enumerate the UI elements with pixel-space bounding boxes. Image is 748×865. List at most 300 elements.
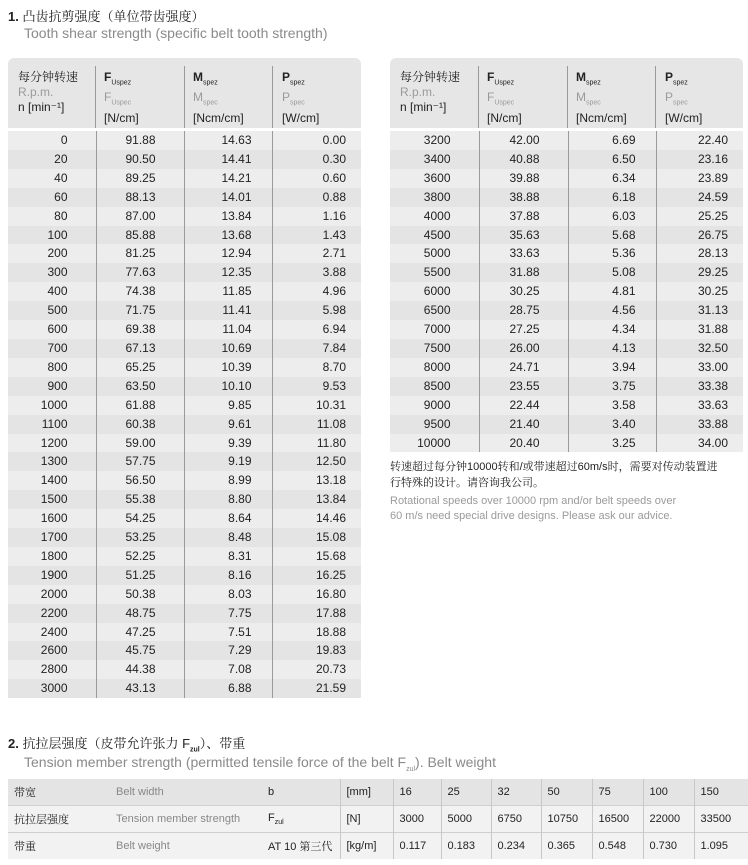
torque-cell: 7.29: [184, 641, 272, 660]
torque-cell: 13.84: [184, 207, 272, 226]
rpm-cell: 1900: [8, 566, 96, 585]
force-cell: 53.25: [96, 528, 184, 547]
rpm-cell: 300: [8, 263, 96, 282]
rpm-cell: 1800: [8, 547, 96, 566]
force-cell: 31.88: [479, 263, 568, 282]
torque-cell: 14.41: [184, 150, 272, 169]
torque-cell: 11.85: [184, 282, 272, 301]
force-cell: 55.38: [96, 490, 184, 509]
torque-cell: 6.88: [184, 679, 272, 698]
power-cell: 0.00: [272, 131, 361, 150]
torque-cell: 8.03: [184, 585, 272, 604]
force-symbol: F: [104, 70, 112, 84]
rpm-cell: 1400: [8, 471, 96, 490]
power-cell: 23.89: [656, 169, 743, 188]
force-cell: 39.88: [479, 169, 568, 188]
rpm-cell: 40: [8, 169, 96, 188]
table-row: [8, 547, 361, 566]
power-cell: 22.40: [656, 131, 743, 150]
header-divider: [95, 66, 96, 128]
rpm-cell: 100: [8, 226, 96, 245]
force-cell: 26.00: [479, 339, 568, 358]
force-cell: 22.44: [479, 396, 568, 415]
table-row: [8, 150, 361, 169]
table-row: [8, 244, 361, 263]
torque-cell: 14.63: [184, 131, 272, 150]
force-symbol: F: [487, 70, 495, 84]
power-cell: 11.08: [272, 415, 361, 434]
belt-value-cell: 33500: [694, 806, 748, 833]
torque-cell: 7.51: [184, 623, 272, 642]
rpm-cell: 2200: [8, 604, 96, 623]
belt-row-unit: [kg/m]: [340, 833, 393, 860]
force-cell: 61.88: [96, 396, 184, 415]
table-row: [390, 377, 743, 396]
left-table-header: [8, 58, 361, 128]
force-cell: 69.38: [96, 320, 184, 339]
table-row: [8, 131, 361, 150]
header-divider: [184, 66, 185, 128]
rpm-cell: 1000: [8, 396, 96, 415]
torque-cell: 13.68: [184, 226, 272, 245]
torque-cell: 8.99: [184, 471, 272, 490]
belt-table-row: [8, 806, 748, 833]
section-2-title-zh: 抗拉层强度（皮带允许张力 F: [22, 736, 191, 751]
power-cell: 19.83: [272, 641, 361, 660]
section-1-number: 1.: [8, 9, 19, 24]
table-row: [8, 660, 361, 679]
torque-unit: [Ncm/cm]: [193, 110, 244, 125]
belt-row-label-zh: 带重: [8, 833, 110, 860]
table-row: [8, 604, 361, 623]
power-cell: 7.84: [272, 339, 361, 358]
torque-cell: 11.41: [184, 301, 272, 320]
power-cell: 28.13: [656, 244, 743, 263]
power-cell: 33.63: [656, 396, 743, 415]
table-row: [390, 226, 743, 245]
belt-row-label-zh: 抗拉层强度: [8, 806, 110, 833]
table-row: [390, 244, 743, 263]
torque-cell: 11.04: [184, 320, 272, 339]
force-cell: 65.25: [96, 358, 184, 377]
force-cell: 90.50: [96, 150, 184, 169]
torque-cell: 4.34: [568, 320, 656, 339]
rpm-cell: 3600: [390, 169, 479, 188]
power-header: [282, 70, 362, 126]
force-cell: 60.38: [96, 415, 184, 434]
speed-note-zh: [390, 459, 742, 491]
speed-note-en: [390, 494, 742, 524]
belt-value-cell: 6750: [491, 806, 541, 833]
force-cell: 47.25: [96, 623, 184, 642]
torque-cell: 8.64: [184, 509, 272, 528]
belt-row-symbol: [262, 806, 340, 833]
belt-value-cell: 0.548: [592, 833, 643, 860]
rpm-cell: 3400: [390, 150, 479, 169]
torque-header: [193, 70, 273, 126]
right-table-header: [390, 58, 743, 128]
force-cell: 45.75: [96, 641, 184, 660]
belt-value-cell: 100: [643, 779, 694, 806]
belt-value-cell: 0.365: [541, 833, 592, 860]
power-cell: 3.88: [272, 263, 361, 282]
belt-value-cell: 0.730: [643, 833, 694, 860]
force-cell: 71.75: [96, 301, 184, 320]
rpm-header-zh: 每分钟转速: [18, 70, 79, 84]
force-cell: 23.55: [479, 377, 568, 396]
torque-cell: 3.58: [568, 396, 656, 415]
belt-strength-table: [8, 779, 748, 859]
rpm-cell: 1500: [8, 490, 96, 509]
table-row: [8, 301, 361, 320]
belt-value-cell: 32: [491, 779, 541, 806]
force-cell: 40.88: [479, 150, 568, 169]
section-2-title: [8, 733, 245, 754]
rpm-cell: 700: [8, 339, 96, 358]
power-symbol: P: [282, 70, 291, 84]
torque-cell: 7.08: [184, 660, 272, 679]
force-cell: 33.63: [479, 244, 568, 263]
force-unit: [N/cm]: [487, 110, 522, 125]
torque-cell: 4.56: [568, 301, 656, 320]
belt-value-cell: 150: [694, 779, 748, 806]
power-cell: 18.88: [272, 623, 361, 642]
rpm-header-unit: n [min⁻¹]: [18, 100, 65, 114]
rpm-cell: 10000: [390, 434, 479, 453]
table-row: [8, 434, 361, 453]
rpm-cell: 1300: [8, 452, 96, 471]
power-cell: 5.98: [272, 301, 361, 320]
header-divider: [478, 66, 479, 128]
power-cell: 20.73: [272, 660, 361, 679]
belt-row-label-en: Belt weight: [110, 833, 262, 860]
belt-row-symbol: [262, 779, 340, 806]
power-cell: 25.25: [656, 207, 743, 226]
torque-cell: 12.35: [184, 263, 272, 282]
force-cell: 44.38: [96, 660, 184, 679]
torque-cell: 10.10: [184, 377, 272, 396]
power-cell: 33.00: [656, 358, 743, 377]
torque-cell: 7.75: [184, 604, 272, 623]
section-2-title-sub: zul: [190, 746, 200, 754]
power-cell: 33.88: [656, 415, 743, 434]
torque-cell: 4.81: [568, 282, 656, 301]
rpm-cell: 3200: [390, 131, 479, 150]
rpm-cell: 200: [8, 244, 96, 263]
table-row: [390, 415, 743, 434]
power-cell: 0.30: [272, 150, 361, 169]
speed-note-zh-line: 转速超过每分钟10000转和/或带速超过60m/s时，需要对传动装置进: [390, 461, 718, 473]
belt-value-cell: 5000: [441, 806, 491, 833]
force-alt-sub: Uspec: [111, 99, 132, 107]
power-cell: 13.84: [272, 490, 361, 509]
table-row: [8, 282, 361, 301]
force-cell: 77.63: [96, 263, 184, 282]
table-row: [390, 131, 743, 150]
power-cell: 1.16: [272, 207, 361, 226]
table-row: [390, 169, 743, 188]
table-row: [8, 679, 361, 698]
table-row: [390, 320, 743, 339]
power-cell: 14.46: [272, 509, 361, 528]
table-row: [8, 188, 361, 207]
table-row: [8, 358, 361, 377]
power-cell: 1.43: [272, 226, 361, 245]
torque-symbol: M: [576, 70, 586, 84]
table-row: [390, 263, 743, 282]
rpm-cell: 80: [8, 207, 96, 226]
force-cell: 20.40: [479, 434, 568, 453]
torque-cell: 9.19: [184, 452, 272, 471]
rpm-cell: 3000: [8, 679, 96, 698]
torque-alt-symbol: M: [576, 90, 586, 105]
power-cell: 6.94: [272, 320, 361, 339]
table-row: [8, 169, 361, 188]
torque-header: [576, 70, 656, 126]
table-row: [390, 339, 743, 358]
force-cell: 50.38: [96, 585, 184, 604]
force-cell: 67.13: [96, 339, 184, 358]
table-row: [8, 207, 361, 226]
torque-cell: 8.31: [184, 547, 272, 566]
rpm-cell: 20: [8, 150, 96, 169]
table-row: [390, 150, 743, 169]
rpm-cell: 3800: [390, 188, 479, 207]
torque-cell: 5.08: [568, 263, 656, 282]
rpm-cell: 6500: [390, 301, 479, 320]
torque-cell: 9.39: [184, 434, 272, 453]
power-cell: 29.25: [656, 263, 743, 282]
torque-cell: 6.50: [568, 150, 656, 169]
force-cell: 43.13: [96, 679, 184, 698]
torque-symbol: M: [193, 70, 203, 84]
power-alt-symbol: P: [282, 90, 291, 105]
belt-table-row: [8, 833, 748, 860]
table-row: [8, 623, 361, 642]
rpm-cell: 500: [8, 301, 96, 320]
table-row: [390, 282, 743, 301]
power-cell: 4.96: [272, 282, 361, 301]
force-cell: 42.00: [479, 131, 568, 150]
torque-cell: 4.13: [568, 339, 656, 358]
table-row: [8, 528, 361, 547]
belt-value-cell: 22000: [643, 806, 694, 833]
section-2-title-zh-end: ）、带重: [199, 736, 246, 751]
table-row: [8, 377, 361, 396]
rpm-cell: 4500: [390, 226, 479, 245]
rpm-header: [18, 70, 98, 115]
table-row: [8, 490, 361, 509]
rpm-cell: 2000: [8, 585, 96, 604]
belt-value-cell: 25: [441, 779, 491, 806]
torque-cell: 9.85: [184, 396, 272, 415]
force-cell: 51.25: [96, 566, 184, 585]
torque-cell: 5.68: [568, 226, 656, 245]
table-row: [390, 301, 743, 320]
power-cell: 17.88: [272, 604, 361, 623]
power-symbol: P: [665, 70, 674, 84]
belt-value-cell: 16500: [592, 806, 643, 833]
header-divider: [272, 66, 273, 128]
torque-cell: 8.80: [184, 490, 272, 509]
force-cell: 91.88: [96, 131, 184, 150]
power-cell: 33.38: [656, 377, 743, 396]
force-cell: 48.75: [96, 604, 184, 623]
rpm-cell: 2600: [8, 641, 96, 660]
torque-cell: 3.25: [568, 434, 656, 453]
power-cell: 0.60: [272, 169, 361, 188]
rpm-cell: 1200: [8, 434, 96, 453]
power-unit: [W/cm]: [282, 110, 320, 125]
table-row: [8, 339, 361, 358]
force-cell: 27.25: [479, 320, 568, 339]
torque-cell: 10.39: [184, 358, 272, 377]
rpm-cell: 9500: [390, 415, 479, 434]
force-cell: 37.88: [479, 207, 568, 226]
table-row: [8, 415, 361, 434]
power-cell: 32.50: [656, 339, 743, 358]
speed-note-zh-line: 行特殊的设计。请咨询我公司。: [390, 477, 544, 489]
belt-row-symbol-text: b: [268, 786, 275, 798]
rpm-cell: 1100: [8, 415, 96, 434]
rpm-cell: 5000: [390, 244, 479, 263]
torque-symbol-sub: spez: [586, 79, 601, 87]
table-row: [8, 452, 361, 471]
force-cell: 87.00: [96, 207, 184, 226]
torque-cell: 9.61: [184, 415, 272, 434]
belt-row-symbol-text: AT 10 第三代: [268, 841, 333, 853]
torque-alt-sub: spec: [586, 99, 601, 107]
belt-value-cell: 3000: [393, 806, 441, 833]
force-cell: 89.25: [96, 169, 184, 188]
rpm-cell: 600: [8, 320, 96, 339]
torque-cell: 6.18: [568, 188, 656, 207]
power-cell: 10.31: [272, 396, 361, 415]
belt-row-symbol: [262, 833, 340, 860]
power-alt-symbol: P: [665, 90, 674, 105]
force-unit: [N/cm]: [104, 110, 139, 125]
section-2-subtitle-sub: zul: [406, 765, 416, 773]
rpm-cell: 1600: [8, 509, 96, 528]
torque-cell: 6.69: [568, 131, 656, 150]
speed-note-en-line: Rotational speeds over 10000 rpm and/or belt speeds over: [390, 495, 677, 507]
force-cell: 38.88: [479, 188, 568, 207]
rpm-cell: 60: [8, 188, 96, 207]
power-cell: 21.59: [272, 679, 361, 698]
table-row: [8, 471, 361, 490]
table-row: [8, 263, 361, 282]
rpm-cell: 2400: [8, 623, 96, 642]
rpm-header: [400, 70, 480, 115]
force-cell: 21.40: [479, 415, 568, 434]
rpm-cell: 6000: [390, 282, 479, 301]
speed-note-en-line: 60 m/s need special drive designs. Please ask our advice.: [390, 510, 673, 522]
rpm-cell: 400: [8, 282, 96, 301]
torque-cell: 6.03: [568, 207, 656, 226]
force-alt-symbol: F: [104, 90, 112, 105]
torque-cell: 14.21: [184, 169, 272, 188]
power-cell: 23.16: [656, 150, 743, 169]
left-data-table: [8, 131, 361, 698]
rpm-cell: 7000: [390, 320, 479, 339]
torque-cell: 3.75: [568, 377, 656, 396]
table-row: [8, 320, 361, 339]
force-cell: 63.50: [96, 377, 184, 396]
power-cell: 2.71: [272, 244, 361, 263]
torque-alt-sub: spec: [203, 99, 218, 107]
force-alt-symbol: F: [487, 90, 495, 105]
table-row: [8, 585, 361, 604]
power-cell: 16.80: [272, 585, 361, 604]
power-symbol-sub: spez: [290, 79, 305, 87]
force-cell: 28.75: [479, 301, 568, 320]
belt-row-unit: [N]: [340, 806, 393, 833]
power-header: [665, 70, 740, 126]
power-cell: 0.88: [272, 188, 361, 207]
power-cell: 31.13: [656, 301, 743, 320]
force-header: [104, 70, 184, 126]
section-2-subtitle-end: ). Belt weight: [415, 754, 496, 770]
power-alt-sub: spec: [673, 99, 688, 107]
rpm-header-unit: n [min⁻¹]: [400, 100, 447, 114]
rpm-header-en: R.p.m.: [400, 85, 436, 99]
belt-value-cell: 1.095: [694, 833, 748, 860]
torque-cell: 8.16: [184, 566, 272, 585]
belt-value-cell: 16: [393, 779, 441, 806]
torque-cell: 12.94: [184, 244, 272, 263]
power-cell: 12.50: [272, 452, 361, 471]
table-row: [390, 396, 743, 415]
power-cell: 16.25: [272, 566, 361, 585]
belt-value-cell: 0.234: [491, 833, 541, 860]
belt-row-unit: [mm]: [340, 779, 393, 806]
table-row: [390, 358, 743, 377]
rpm-cell: 2800: [8, 660, 96, 679]
section-2-subtitle-text: Tension member strength (permitted tensile force of the belt F: [24, 754, 407, 770]
rpm-cell: 0: [8, 131, 96, 150]
power-cell: 9.53: [272, 377, 361, 396]
belt-row-symbol-text: F: [268, 811, 275, 824]
belt-row-label-en: Tension member strength: [110, 806, 262, 833]
rpm-header-zh: 每分钟转速: [400, 70, 461, 84]
power-cell: 26.75: [656, 226, 743, 245]
power-alt-sub: spec: [290, 99, 305, 107]
section-2-number: 2.: [8, 736, 19, 751]
torque-symbol-sub: spez: [203, 79, 218, 87]
belt-value-cell: 0.117: [393, 833, 441, 860]
force-cell: 88.13: [96, 188, 184, 207]
table-row: [390, 188, 743, 207]
table-row: [8, 226, 361, 245]
torque-cell: 6.34: [568, 169, 656, 188]
rpm-cell: 8500: [390, 377, 479, 396]
power-cell: 15.08: [272, 528, 361, 547]
torque-cell: 8.48: [184, 528, 272, 547]
rpm-header-en: R.p.m.: [18, 85, 54, 99]
table-row: [8, 566, 361, 585]
power-unit: [W/cm]: [665, 110, 703, 125]
table-row: [8, 509, 361, 528]
belt-value-cell: 10750: [541, 806, 592, 833]
rpm-cell: 4000: [390, 207, 479, 226]
force-symbol-sub: Uspez: [494, 79, 515, 87]
force-alt-sub: Uspec: [494, 99, 515, 107]
torque-cell: 3.94: [568, 358, 656, 377]
force-header: [487, 70, 567, 126]
force-cell: 59.00: [96, 434, 184, 453]
power-cell: 31.88: [656, 320, 743, 339]
rpm-cell: 900: [8, 377, 96, 396]
